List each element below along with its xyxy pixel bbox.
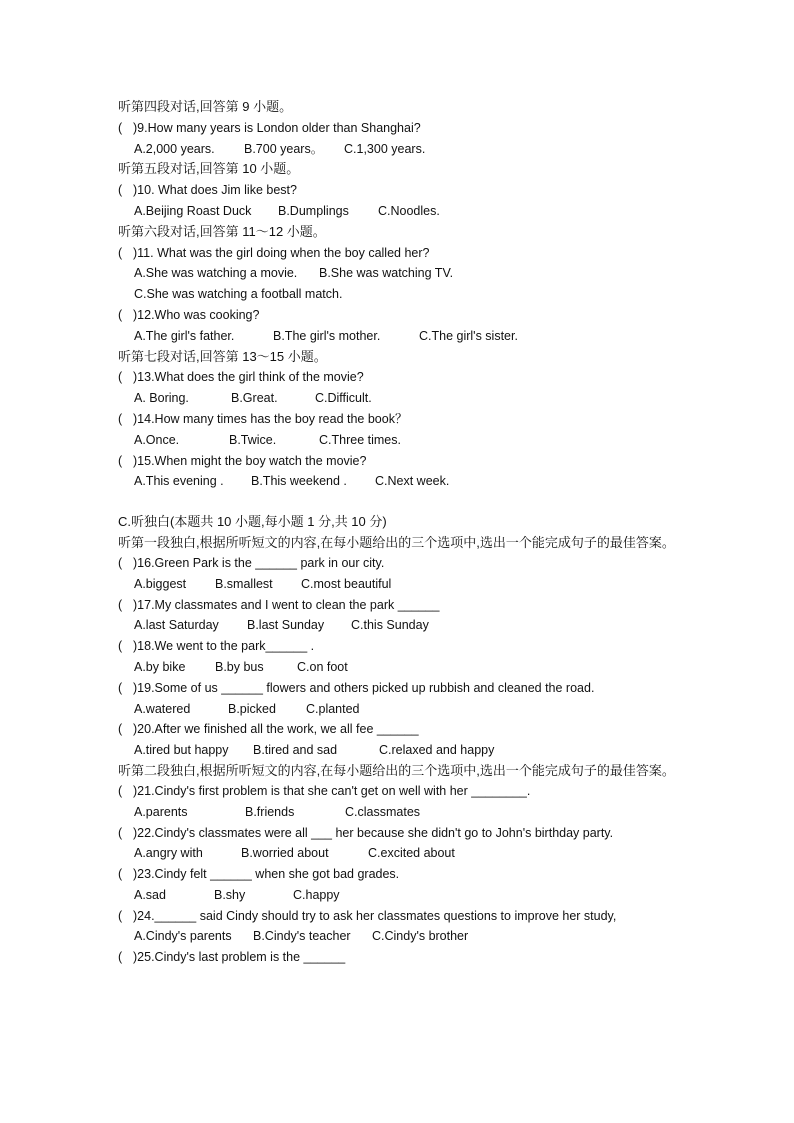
question-stem (118, 180, 698, 201)
option-b: B.Great. (231, 391, 278, 406)
question-stem (118, 906, 698, 927)
option-b: B.Cindy's teacher (253, 929, 351, 944)
option-c: C.relaxed and happy (379, 743, 495, 758)
option-a: A.last Saturday (134, 618, 219, 633)
question-text: )23.Cindy felt ______ when she got bad grades. (133, 867, 400, 882)
option-c: C.most beautiful (301, 576, 392, 591)
option-c: C.1,300 years. (344, 141, 426, 156)
answer-options (118, 740, 698, 761)
option-c: C.Three times. (319, 432, 401, 447)
option-c: C.Cindy's brother (372, 929, 469, 944)
option-c: C.planted (306, 701, 360, 716)
question-text: )16.Green Park is the ______ park in our city. (133, 555, 385, 570)
answer-options (118, 843, 698, 864)
option-c: C.excited about (368, 846, 455, 861)
question-stem (118, 781, 698, 802)
question-stem (118, 823, 698, 844)
question-text: )13.What does the girl think of the movie? (133, 370, 364, 385)
question-text: )14.How many times has the boy read the book？ (133, 411, 408, 426)
option-a: A.This evening . (134, 474, 224, 489)
option-c: C.The girl's sister. (419, 328, 518, 343)
question-text: )25.Cindy's last problem is the ______ (133, 950, 346, 965)
option-c: C.Next week. (375, 474, 450, 489)
question-stem (118, 118, 698, 139)
question-stem (118, 636, 698, 657)
section-instruction: 听第二段独白,根据所听短文的内容,在每小题给出的三个选项中,选出一个能完成句子的最佳答案。 (118, 762, 675, 778)
answer-bracket[interactable]: ( (118, 411, 123, 426)
option-b: B.last Sunday (247, 618, 325, 633)
answer-bracket[interactable]: ( (118, 245, 123, 260)
question-list (118, 97, 698, 968)
question-text: )19.Some of us ______ flowers and others picked up rubbish and cleaned the road. (133, 680, 595, 695)
answer-options (118, 885, 698, 906)
answer-options (118, 471, 698, 492)
option-b: B.shy (214, 887, 246, 902)
question-stem (118, 678, 698, 699)
answer-bracket[interactable]: ( (118, 639, 123, 654)
section-heading: 听第四段对话,回答第 9 小题。 (118, 99, 293, 114)
option-b: B.She was watching TV. (319, 266, 454, 281)
question-stem (118, 305, 698, 326)
answer-options (118, 430, 698, 451)
question-stem (118, 864, 698, 885)
option-c: C.classmates (345, 804, 421, 819)
option-a: A.sad (134, 887, 166, 902)
answer-options (118, 326, 698, 347)
option-b: B.700 years。 (244, 141, 324, 156)
option-b: B.Dumplings (278, 203, 349, 218)
answer-bracket[interactable]: ( (118, 597, 123, 612)
answer-bracket[interactable]: ( (118, 555, 123, 570)
option-b: B.smallest (215, 576, 273, 591)
question-text: )24.______ said Cindy should try to ask her classmates questions to improve her study, (133, 908, 617, 923)
question-stem (118, 409, 698, 430)
option-b: B.Twice. (229, 432, 277, 447)
option-a: A.Cindy's parents (134, 929, 232, 944)
option-c: C.on foot (297, 659, 348, 674)
question-text: )21.Cindy's first problem is that she can't get on well with her ________. (133, 783, 531, 798)
answer-options (118, 926, 698, 947)
question-stem (118, 243, 698, 264)
answer-options (118, 263, 698, 284)
option-a: A.biggest (134, 576, 187, 591)
option-a: A.watered (134, 701, 191, 716)
question-stem (118, 719, 698, 740)
answer-options (118, 699, 698, 720)
option-a: A.angry with (134, 846, 203, 861)
answer-bracket[interactable]: ( (118, 908, 123, 923)
section-heading: 听第七段对话,回答第 13～15 小题。 (118, 348, 327, 364)
section-heading: 听第六段对话,回答第 11～12 小题。 (118, 223, 326, 239)
option-b: B.friends (245, 804, 295, 819)
option-a: A.by bike (134, 659, 186, 674)
option-a: A.Beijing Roast Duck (134, 203, 252, 218)
option-c: C.happy (293, 887, 340, 902)
question-text: )12.Who was cooking? (133, 307, 260, 322)
option-b: B.picked (228, 701, 276, 716)
answer-bracket[interactable]: ( (118, 722, 123, 737)
answer-bracket[interactable]: ( (118, 680, 123, 695)
answer-bracket[interactable]: ( (118, 370, 123, 385)
question-stem (118, 553, 698, 574)
answer-bracket[interactable]: ( (118, 183, 123, 198)
answer-bracket[interactable]: ( (118, 950, 123, 965)
section-heading: 听第五段对话,回答第 10 小题。 (118, 161, 300, 177)
option-c: C.Difficult. (315, 391, 372, 406)
option-b: B.The girl's mother. (273, 328, 381, 343)
option-c: C.Noodles. (378, 203, 440, 218)
question-text: )20.After we finished all the work, we all fee ______ (133, 722, 419, 737)
answer-options (118, 139, 698, 160)
option-a: A. Boring. (134, 391, 189, 406)
section-heading: C.听独白(本题共 10 小题,每小题 1 分,共 10 分) (118, 514, 387, 530)
answer-bracket[interactable]: ( (118, 783, 123, 798)
option-a: A.tired but happy (134, 743, 229, 758)
answer-bracket[interactable]: ( (118, 867, 123, 882)
option-b: B.by bus (215, 659, 264, 674)
option-c: C.this Sunday (351, 618, 429, 633)
option-a: A.She was watching a movie. (134, 266, 298, 281)
answer-options (118, 388, 698, 409)
question-stem (118, 947, 698, 968)
question-stem (118, 367, 698, 388)
question-text: )22.Cindy's classmates were all ___ her because she didn't go to John's birthday party. (133, 825, 614, 840)
question-text: )9.How many years is London older than Shanghai? (133, 120, 421, 135)
option-a: A.parents (134, 804, 188, 819)
option-a: A.2,000 years. (134, 141, 215, 156)
question-text: )11. What was the girl doing when the boy called her? (133, 245, 430, 260)
question-text: )10. What does Jim like best? (133, 183, 297, 198)
spacer (118, 492, 698, 512)
answer-bracket[interactable]: ( (118, 453, 123, 468)
section-instruction: 听第一段独白,根据所听短文的内容,在每小题给出的三个选项中,选出一个能完成句子的最佳答案。 (118, 534, 675, 550)
answer-bracket[interactable]: ( (118, 120, 123, 135)
option-a: A.The girl's father. (134, 328, 235, 343)
answer-options (118, 201, 698, 222)
answer-bracket[interactable]: ( (118, 825, 123, 840)
answer-bracket[interactable]: ( (118, 307, 123, 322)
answer-options (118, 802, 698, 823)
question-text: )15.When might the boy watch the movie? (133, 453, 367, 468)
answer-options (118, 615, 698, 636)
option-b: B.worried about (241, 846, 329, 861)
option-a: A.Once. (134, 432, 180, 447)
option-b: B.tired and sad (253, 743, 338, 758)
question-stem (118, 451, 698, 472)
question-stem (118, 595, 698, 616)
answer-options (118, 574, 698, 595)
question-text: )18.We went to the park______ . (133, 639, 315, 654)
option-a: C.She was watching a football match. (134, 287, 343, 302)
answer-options (118, 284, 698, 305)
answer-options (118, 657, 698, 678)
question-text: )17.My classmates and I went to clean the park ______ (133, 597, 440, 612)
option-b: B.This weekend . (251, 474, 347, 489)
